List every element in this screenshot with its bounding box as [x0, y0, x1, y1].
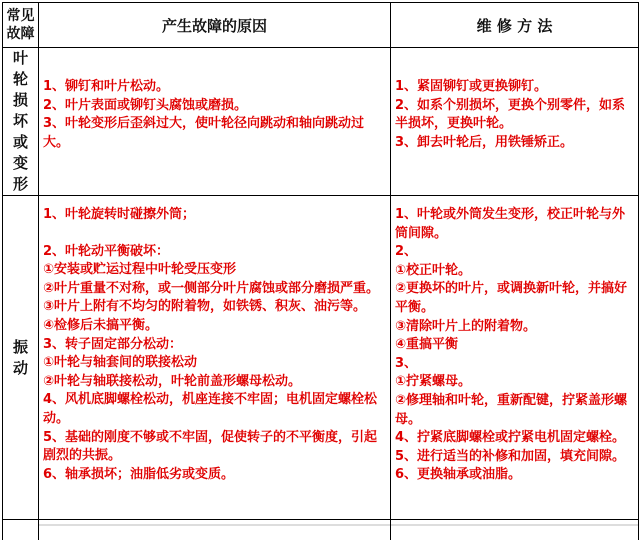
cause-item: 3、叶轮变形后歪斜过大，使叶轮径向跳动和轴向跳动过大。: [43, 115, 387, 152]
partial-row: [3, 520, 639, 540]
method-item: 2、: [395, 243, 635, 262]
method-cell: [391, 48, 639, 196]
cause-item: 2、叶轮动平衡破坏：: [43, 243, 387, 262]
fault-cell: [3, 48, 39, 196]
method-item: 2、如系个别损坏，更换个别零件，如系半损坏，更换叶轮。: [395, 97, 635, 134]
method-item: 4、拧紧底脚螺栓或拧紧电机固定螺栓。: [395, 429, 635, 448]
fault-label: 振 动: [3, 337, 38, 379]
header-row: [3, 3, 639, 48]
cause-item: ①叶轮与轴套间的联接松动: [43, 354, 387, 373]
cut-off-text: [39, 524, 390, 526]
cause-cell: [39, 48, 391, 196]
method-list: [391, 196, 638, 485]
method-item: ④重搞平衡: [395, 336, 635, 355]
method-item: 3、卸去叶轮后，用铁锤矫正。: [395, 134, 635, 153]
cause-item: 5、基础的刚度不够或不牢固，促使转子的不平衡度，引起剧烈的共振。: [43, 429, 387, 466]
cut-off-text: [391, 524, 638, 526]
method-item: 1、叶轮或外筒发生变形，校正叶轮与外筒间隙。: [395, 206, 635, 243]
header-fault-label: 常见 故障: [3, 7, 38, 43]
method-list: [391, 48, 638, 152]
table-row: [3, 196, 639, 520]
cause-item: 1、叶轮旋转时碰擦外筒；: [43, 206, 387, 225]
method-item: 3、: [395, 355, 635, 374]
partial-cell: [391, 520, 639, 540]
partial-cell: [39, 520, 391, 540]
method-item: 5、进行适当的补修和加固，填充间隙。: [395, 448, 635, 467]
cause-item: ③叶片上附有不均匀的附着物，如铁锈、积灰、油污等。: [43, 298, 387, 317]
header-method-cell: [391, 3, 639, 48]
cause-list: [39, 48, 390, 152]
table-row: [3, 48, 639, 196]
method-item: ①拧紧螺母。: [395, 373, 635, 392]
cause-cell: [39, 196, 391, 520]
cause-item: 1、铆钉和叶片松动。: [43, 78, 387, 97]
cause-item: ②叶片重量不对称，或一侧部分叶片腐蚀或部分磨损严重。: [43, 280, 387, 299]
cause-item: 6、轴承损坏；油脂低劣或变质。: [43, 466, 387, 485]
header-fault-cell: [3, 3, 39, 48]
cause-item: ①安装或贮运过程中叶轮受压变形: [43, 261, 387, 280]
partial-cell: [3, 520, 39, 540]
cause-spacer: [43, 225, 387, 243]
method-item: ②更换坏的叶片，或调换新叶轮，并搞好平衡。: [395, 280, 635, 317]
header-cause-cell: [39, 3, 391, 48]
cause-item: 4、风机底脚螺栓松动，机座连接不牢固；电机固定螺栓松动。: [43, 391, 387, 428]
cause-item: ②叶轮与轴联接松动，叶轮前盖形螺母松动。: [43, 373, 387, 392]
fault-table: [2, 2, 639, 540]
method-cell: [391, 196, 639, 520]
method-item: ③清除叶片上的附着物。: [395, 318, 635, 337]
fault-label: 叶 轮 损 坏 或 变 形: [3, 48, 38, 195]
method-item: ②修理轴和叶轮，重新配键，拧紧盖形螺母。: [395, 392, 635, 429]
method-item: ①校正叶轮。: [395, 262, 635, 281]
header-method-label: 维 修 方 法: [477, 17, 553, 35]
method-item: 6、更换轴承或油脂。: [395, 466, 635, 485]
cause-list: [39, 196, 390, 484]
fault-cell: [3, 196, 39, 520]
method-item: 1、紧固铆钉或更换铆钉。: [395, 78, 635, 97]
cause-item: 3、转子固定部分松动：: [43, 336, 387, 355]
cause-item: 2、叶片表面或铆钉头腐蚀或磨损。: [43, 97, 387, 116]
header-cause-label: 产生故障的原因: [162, 17, 267, 35]
cause-item: ④检修后未搞平衡。: [43, 317, 387, 336]
